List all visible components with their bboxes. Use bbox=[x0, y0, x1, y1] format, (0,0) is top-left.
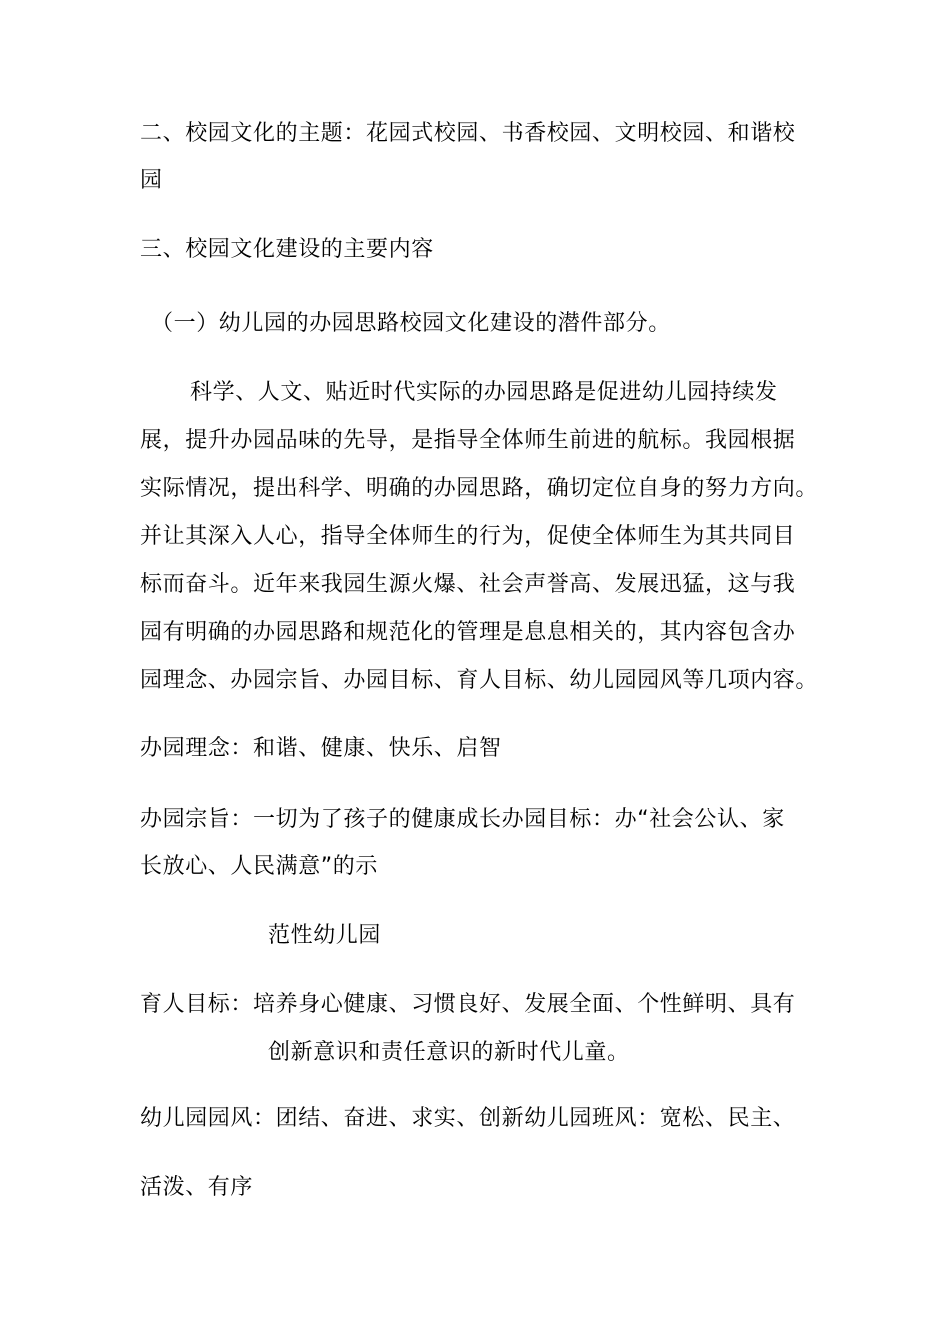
paragraph-line: 园理念、办园宗旨、办园目标、育人目标、幼儿园园风等几项内容。 bbox=[140, 668, 819, 693]
education-goal-line-continued: 创新意识和责任意识的新时代儿童。 bbox=[268, 1040, 630, 1065]
purpose-line: 办园宗旨：一切为了孩子的健康成长办园目标：办“社会公认、家 bbox=[140, 807, 785, 832]
school-spirit-line: 幼儿园园风：团结、奋进、求实、创新幼儿园班风：宽松、民主、 bbox=[140, 1106, 796, 1131]
paragraph-line: 并让其深入人心，指导全体师生的行为，促使全体师生为其共同目 bbox=[140, 524, 796, 549]
purpose-line-indented: 范性幼儿园 bbox=[268, 923, 382, 948]
section-heading-3: 三、校园文化建设的主要内容 bbox=[140, 237, 434, 262]
section-heading-2-continued: 园 bbox=[140, 168, 163, 193]
subsection-heading-1: （一）幼儿园的办园思路校园文化建设的潜件部分。 bbox=[151, 311, 671, 336]
section-heading-2: 二、校园文化的主题：花园式校园、书香校园、文明校园、和谐校 bbox=[140, 121, 796, 146]
philosophy-line: 办园理念：和谐、健康、快乐、启智 bbox=[140, 736, 502, 761]
purpose-line-continued: 长放心、人民满意”的示 bbox=[140, 854, 378, 879]
paragraph-line: 园有明确的办园思路和规范化的管理是息息相关的，其内容包含办 bbox=[140, 620, 796, 645]
paragraph-line: 展，提升办园品味的先导，是指导全体师生前进的航标。我园根据 bbox=[140, 428, 796, 453]
school-spirit-line-continued: 活泼、有序 bbox=[140, 1175, 254, 1200]
paragraph-line: 科学、人文、贴近时代实际的办园思路是促进幼儿园持续发 bbox=[190, 380, 778, 405]
education-goal-line: 育人目标：培养身心健康、习惯良好、发展全面、个性鲜明、具有 bbox=[140, 992, 796, 1017]
paragraph-line: 标而奋斗。近年来我园生源火爆、社会声誉高、发展迅猛，这与我 bbox=[140, 572, 796, 597]
paragraph-line: 实际情况，提出科学、明确的办园思路，确切定位自身的努力方向。 bbox=[140, 476, 819, 501]
